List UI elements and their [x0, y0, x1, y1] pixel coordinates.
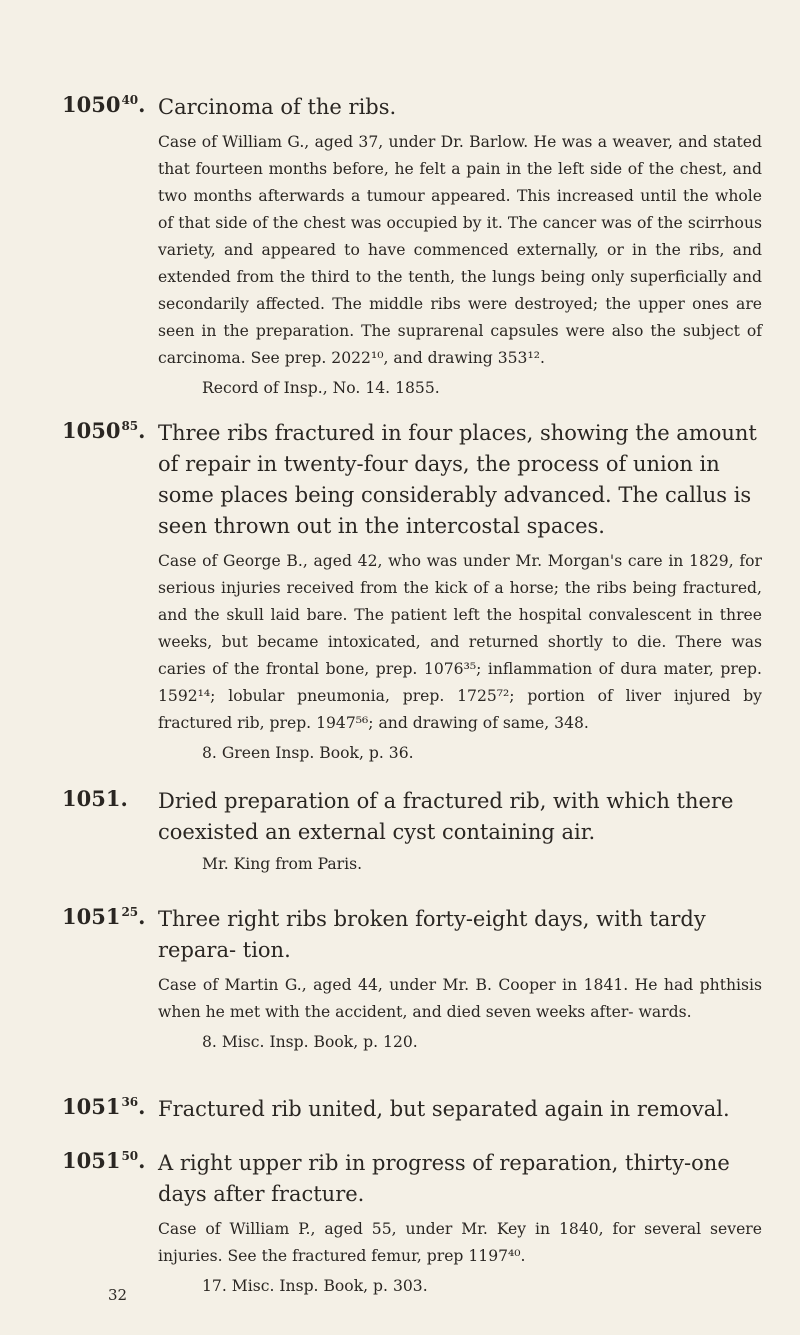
entry-1051-25: [62, 904, 762, 1054]
entry-1050-85: [62, 418, 762, 765]
entry-record: 17. Misc. Insp. Book, p. 303.: [202, 1277, 428, 1295]
entry-record: Record of Insp., No. 14. 1855.: [202, 379, 440, 397]
entry-number: 1050$^{85}$.: [62, 418, 146, 443]
entry-1051: [62, 786, 762, 876]
entry-1051-36: [62, 1094, 762, 1125]
entry-title: A right upper rib in progress of reparation, thirty-one days after fracture.: [158, 1151, 730, 1206]
entry-number: 1051.: [62, 786, 128, 811]
entry-title: Dried preparation of a fractured rib, with which there coexisted an external cyst containing air.: [158, 789, 734, 844]
entry-number: 1051$^{36}$.: [62, 1094, 146, 1119]
entry-case: Case of George B., aged 42, who was under Mr. Morgan's care in 1829, for serious injuries received from the kick of a horse; the ribs being fractured, and the skull laid bare. The patient left the hospital convalescent in three weeks, but became intoxicated, and returned shortly to die. There was caries of the frontal bone, prep. 1076³⁵; inflammation of dura mater, prep. 1592¹⁴; lobular pneumonia, prep. 1725⁷²; portion of liver injured by fractured rib, prep. 1947⁵⁶; and drawing of same, 348.: [158, 552, 762, 732]
entry-title: Carcinoma of the ribs.: [158, 95, 397, 119]
entry-1050-40: [62, 92, 762, 400]
entry-record: 8. Misc. Insp. Book, p. 120.: [202, 1033, 418, 1051]
entry-record: Mr. King from Paris.: [202, 855, 363, 873]
entry-title: Three ribs fractured in four places, showing the amount of repair in twenty-four days, the process of union in some places being considerably advanced. The callus is seen thrown out in the intercostal spaces.: [158, 421, 757, 538]
entry-number: 1051$^{50}$.: [62, 1148, 146, 1173]
entry-case: Case of William G., aged 37, under Dr. Barlow. He was a weaver, and stated that fourteen months before, he felt a pain in the left side of the chest, and two months afterwards a tumour appeared. This increased until the whole of that side of the chest was occupied by it. The cancer was of the scirrhous variety, and appeared to have commenced externally, or in the ribs, and extended from the third to the tenth, the lungs being only superficially and secondarily affected. The middle ribs were destroyed; the upper ones are seen in the preparation. The suprarenal capsules were also the subject of carcinoma. See prep. 2022¹⁰, and drawing 353¹².: [158, 133, 762, 367]
entry-number: 1050$^{40}$.: [62, 92, 146, 117]
entry-title: Fractured rib united, but separated again in removal.: [158, 1097, 730, 1121]
entry-1051-50: [62, 1148, 762, 1298]
entry-case: Case of Martin G., aged 44, under Mr. B. Cooper in 1841. He had phthisis when he met with the accident, and died seven weeks after- wards.: [158, 976, 762, 1021]
entry-case: Case of William P., aged 55, under Mr. Key in 1840, for several severe injuries. See the fractured femur, prep 1197⁴⁰.: [158, 1220, 762, 1265]
entry-number: 1051$^{25}$.: [62, 904, 146, 929]
entry-record: 8. Green Insp. Book, p. 36.: [202, 744, 414, 762]
page-number: 32: [108, 1286, 128, 1304]
entry-title: Three right ribs broken forty-eight days, with tardy repara- tion.: [158, 907, 706, 962]
